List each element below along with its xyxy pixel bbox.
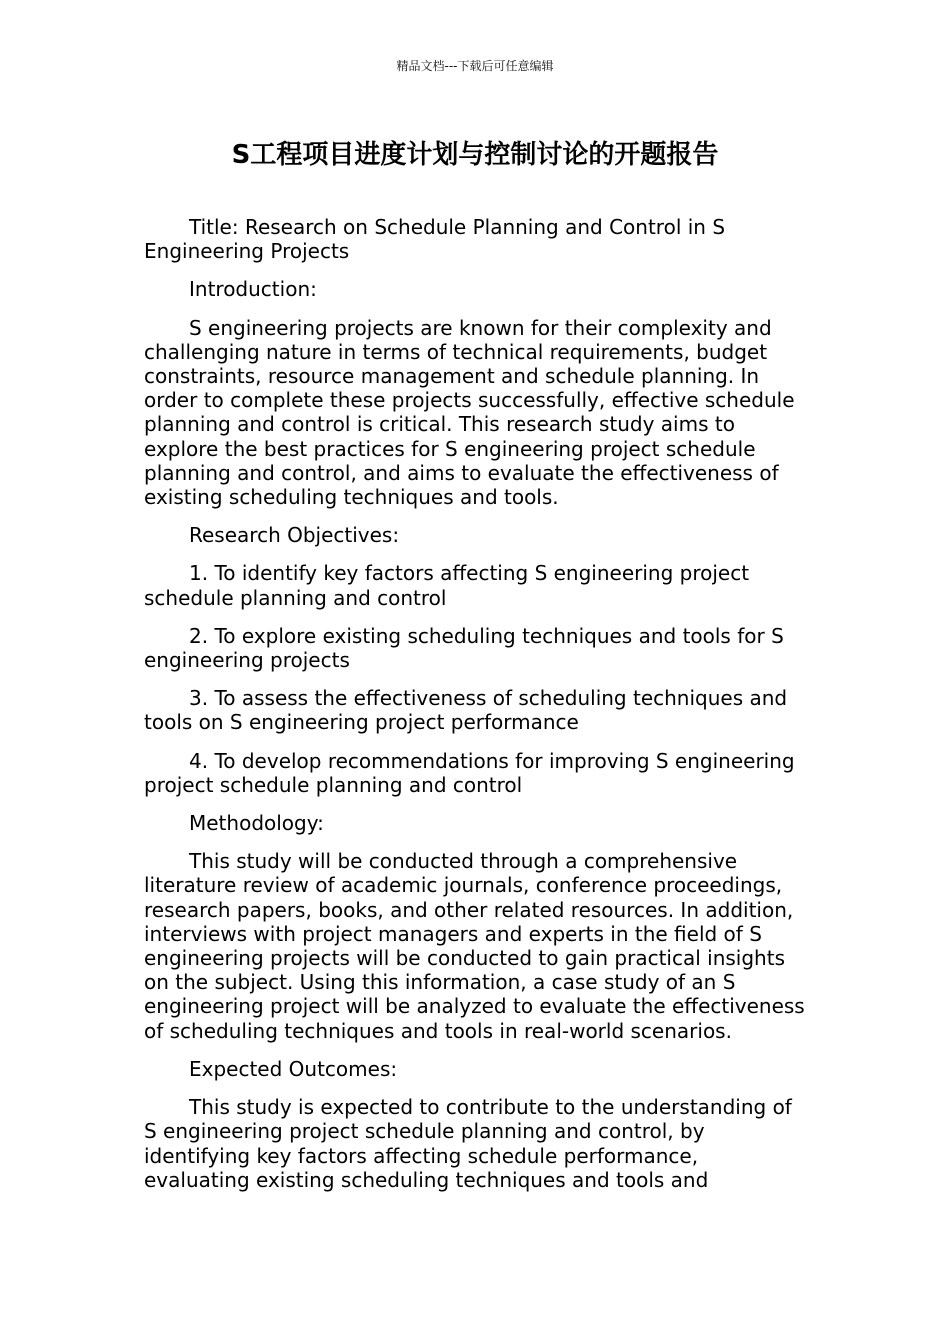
- paragraph-introduction: S engineering projects are known for their complexity and challenging nature in terms of technical requirements, budget constraints, resource management and schedule planning. In order to complete these projects successfully, effective schedule planning and control is critical. This research study aims to explore the best practices for S engineering project schedule planning and control, and aims to evaluate the effectiveness of existing scheduling techniques and tools.: [144, 315, 795, 510]
- objective-item: 4. To develop recommendations for improving S engineering project schedule planning and control: [144, 748, 795, 797]
- objective-item: 2. To explore existing scheduling techniques and tools for S engineering projects: [144, 623, 784, 673]
- objective-item: 1. To identify key factors affecting S engineering project schedule planning and control: [144, 561, 750, 610]
- paragraph-expected-outcomes: This study is expected to contribute to the understanding of S engineering project schedule planning and control, by identifying key factors affecting schedule performance, evaluating existing scheduling techniques and tools and: [144, 1095, 792, 1192]
- heading-introduction: Introduction:: [189, 277, 317, 302]
- paragraph-methodology: This study will be conducted through a comprehensive literature review of academic journals, conference proceedings, research papers, books, and other related resources. In addition, interviews with project managers and experts in the field of S engineering projects will be conducted to gain practical insights on the subject. Using this information, a case study of an S engineering project will be analyzed to evaluate the effectiveness of scheduling techniques and tools in real-world scenarios.: [144, 849, 805, 1043]
- heading-research-objectives: Research Objectives:: [189, 523, 400, 548]
- document-title: S工程项目进度计划与控制讨论的开题报告: [231, 140, 719, 170]
- heading-expected-outcomes: Expected Outcomes:: [189, 1056, 398, 1081]
- header-note: 精品文档---下载后可任意编辑: [396, 59, 554, 73]
- objective-item: 3. To assess the effectiveness of scheduling techniques and tools on S engineering project performance: [144, 686, 788, 735]
- paragraph-title-line: Title: Research on Schedule Planning and Control in S Engineering Projects: [144, 215, 726, 264]
- document-body: [144, 215, 810, 1206]
- heading-methodology: Methodology:: [189, 811, 324, 836]
